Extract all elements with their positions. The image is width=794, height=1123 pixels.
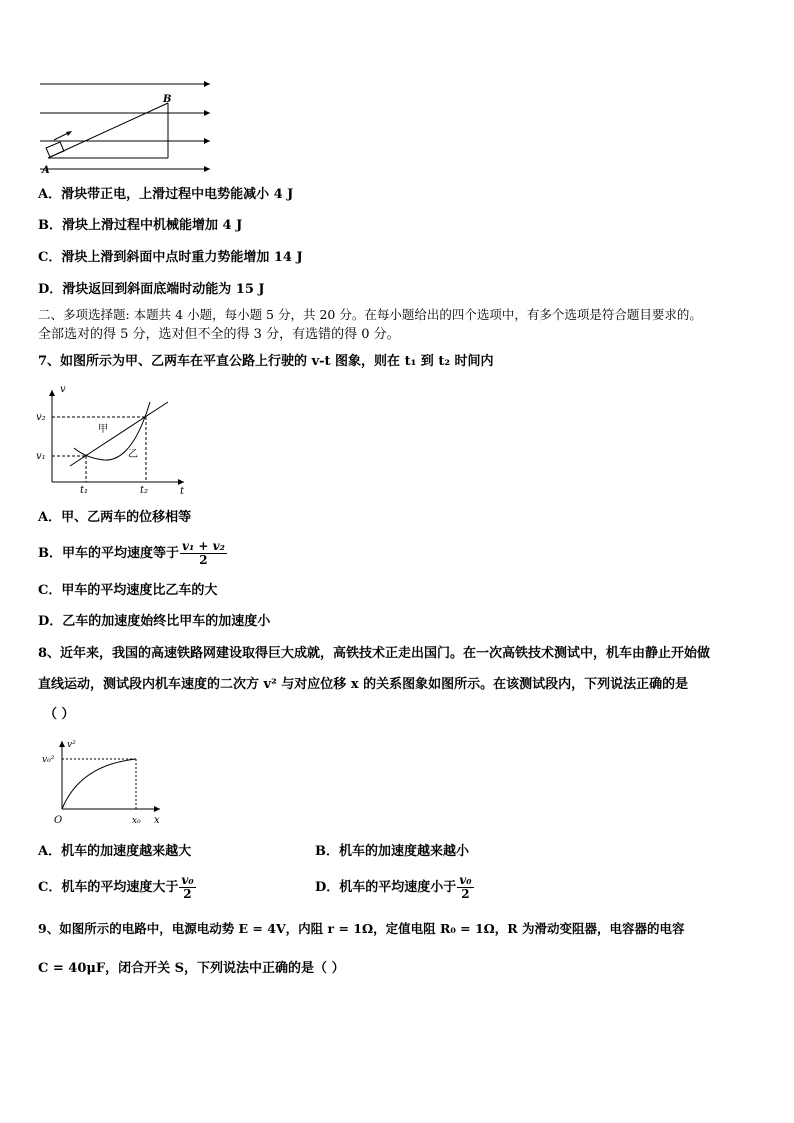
- q8-option-c-fraction: [179, 874, 195, 901]
- point-a-label: A: [42, 165, 50, 176]
- section2-heading-line2: 全部选对的得 5 分，选对但不全的得 3 分，有选错的得 0 分。: [38, 327, 400, 342]
- vt-graph: [34, 380, 194, 498]
- t2-label: t₂: [140, 485, 149, 496]
- v1-label: v₁: [36, 451, 46, 462]
- q7-option-a: A．甲、乙两车的位移相等: [38, 510, 192, 525]
- yi-label: 乙: [128, 449, 138, 460]
- v-squared-axis-label: v²: [67, 740, 76, 750]
- q6-option-b: B．滑块上滑过程中机械能增加 4 J: [38, 218, 243, 233]
- origin-label: O: [54, 815, 63, 826]
- point-b-label: B: [163, 94, 172, 105]
- fraction-numerator: v₀: [181, 873, 194, 887]
- fraction-numerator: v₁ + v₂: [182, 539, 225, 553]
- q7-option-c: C．甲车的平均速度比乙车的大: [38, 583, 218, 598]
- q8-option-d-text: D．机车的平均速度小于: [315, 880, 457, 895]
- q8-option-c-text: C．机车的平均速度大于: [38, 880, 179, 895]
- q6-option-a: A．滑块带正电，上滑过程中电势能减小 4 J: [38, 187, 294, 202]
- fraction-numerator: v₀: [459, 873, 472, 887]
- v2x-graph: [40, 735, 170, 829]
- q8-stem-line2: 直线运动，测试段内机车速度的二次方 v² 与对应位移 x 的关系图象如图所示。在该测试段内，下列说法正确的是: [38, 677, 689, 692]
- v2-label: v₂: [36, 412, 46, 423]
- t1-label: t₁: [80, 485, 89, 496]
- fraction-denominator: 2: [199, 553, 208, 567]
- incline-field-figure: [36, 76, 216, 176]
- q8-stem-line1: 8、近年来，我国的高速铁路网建设取得巨大成就，高铁技术正走出国门。在一次高铁技术测试中，机车由静止开始做: [38, 646, 711, 661]
- t-axis-label: t: [180, 486, 185, 497]
- q8-option-d-fraction: [457, 874, 473, 901]
- q8-option-c: [38, 874, 298, 901]
- x-axis-label: x: [154, 815, 160, 826]
- q8-option-d: [315, 874, 615, 901]
- q8-option-a: A．机车的加速度越来越大: [38, 844, 192, 859]
- q7-option-d: D．乙车的加速度始终比甲车的加速度小: [38, 614, 271, 629]
- q8-stem-line3: （ ）: [44, 707, 75, 722]
- jia-label: 甲: [98, 424, 108, 435]
- v-axis-label: v: [60, 384, 66, 395]
- q7-stem: 7、如图所示为甲、乙两车在平直公路上行驶的 v-t 图象，则在 t₁ 到 t₂ 时间内: [38, 354, 494, 369]
- q6-option-c: C．滑块上滑到斜面中点时重力势能增加 14 J: [38, 250, 303, 265]
- q6-option-d: D．滑块返回到斜面底端时动能为 15 J: [38, 282, 265, 297]
- q7-option-b: [38, 540, 758, 567]
- q7-option-b-fraction: [180, 540, 227, 567]
- fraction-denominator: 2: [183, 887, 192, 901]
- x0-label: x₀: [132, 816, 141, 826]
- q7-option-b-text: B．甲车的平均速度等于: [38, 546, 179, 561]
- v0-squared-label: v₀²: [42, 755, 55, 765]
- q9-stem-line1: 9、如图所示的电路中，电源电动势 E = 4V，内阻 r = 1Ω，定值电阻 R₀ = 1Ω，R 为滑动变阻器，电容器的电容: [38, 921, 685, 936]
- q8-option-b: B．机车的加速度越来越小: [315, 844, 469, 859]
- q9-stem-line2: C = 40μF，闭合开关 S，下列说法中正确的是（ ）: [38, 961, 345, 976]
- section2-heading-line1: 二、多项选择题: 本题共 4 小题，每小题 5 分，共 20 分。在每小题给出的四个选项中，有多个选项是符合题目要求的。: [38, 307, 702, 322]
- fraction-denominator: 2: [461, 887, 470, 901]
